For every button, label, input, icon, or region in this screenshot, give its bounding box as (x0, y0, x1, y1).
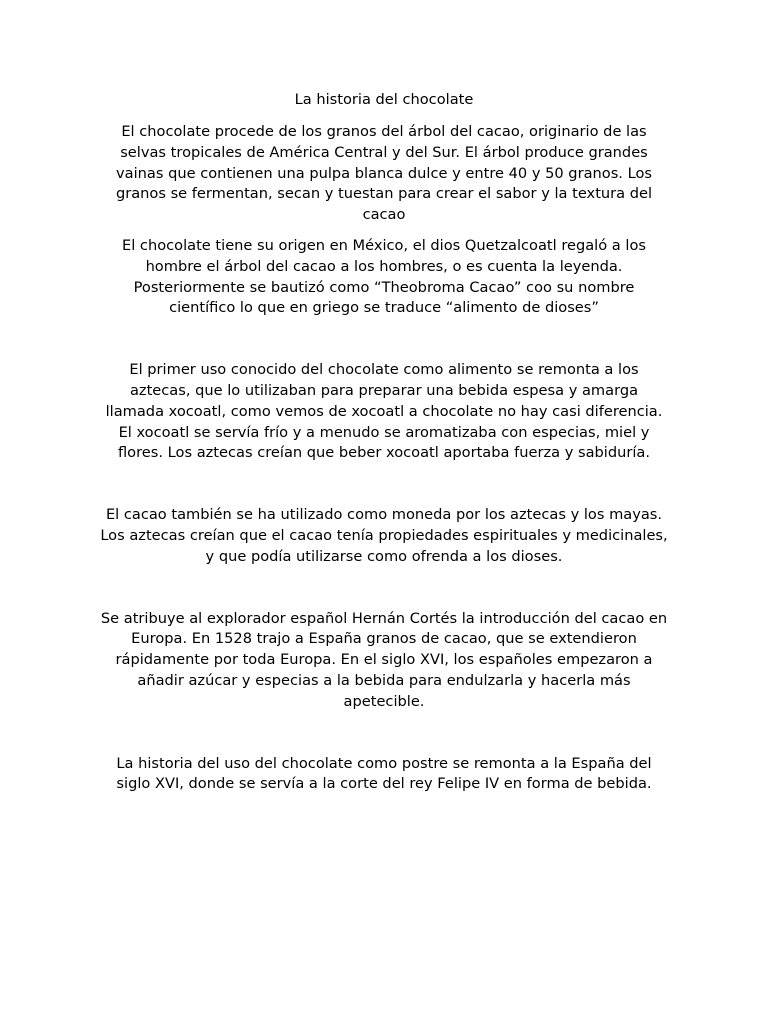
paragraph-cacao-currency: El cacao también se ha utilizado como moneda por los aztecas y los mayas. Los aztecas creían que el cacao tenía propiedades espirituales y medicinales, y que podía utilizarse como ofrenda a los dioses. (100, 506, 668, 565)
document-page (100, 88, 668, 795)
paragraph-origin-cacao: El chocolate procede de los granos del árbol del cacao, originario de las selvas tropicales de América Central y del Sur. El árbol produce grandes vainas que contienen una pulpa blanca dulce y entre 40 y 50 granos. Los granos se fermentan, secan y tuestan para crear el sabor y la textura del cacao (115, 123, 653, 224)
document-title: La historia del chocolate (294, 91, 474, 108)
paragraph-cortes-europe: Se atribuye al explorador español Hernán Cortés la introducción del cacao en Europa. En 1528 trajo a España granos de cacao, que se extendieron rápidamente por toda Europa. En el siglo XVI, los españoles empezaron a añadir azúcar y especias a la bebida para endulzarla y hacerla más apetecible. (100, 609, 668, 710)
paragraph-aztec-xocoatl: El primer uso conocido del chocolate como alimento se remonta a los aztecas, que lo utilizaban para preparar una bebida espesa y amarga llamada xocoatl, como vemos de xocoatl a chocolate no hay casi diferencia. El xocoatl se servía frío y a menudo se aromatizaba con especias, miel y flores. Los aztecas creían que beber xocoatl aportaba fuerza y sabiduría. (105, 361, 663, 462)
paragraph-mexico-legend: El chocolate tiene su origen en México, el dios Quetzalcoatl regaló a los hombre el árbol del cacao a los hombres, o es cuenta la leyenda. Posteriormente se bautizó como “Theobroma Cacao” coo su nombre científico lo que en griego se traduce “alimento de dioses” (122, 236, 646, 317)
paragraph-dessert-history: La historia del uso del chocolate como postre se remonta a la España del siglo XVI, donde se servía a la corte del rey Felipe IV en forma de bebida. (116, 754, 652, 793)
